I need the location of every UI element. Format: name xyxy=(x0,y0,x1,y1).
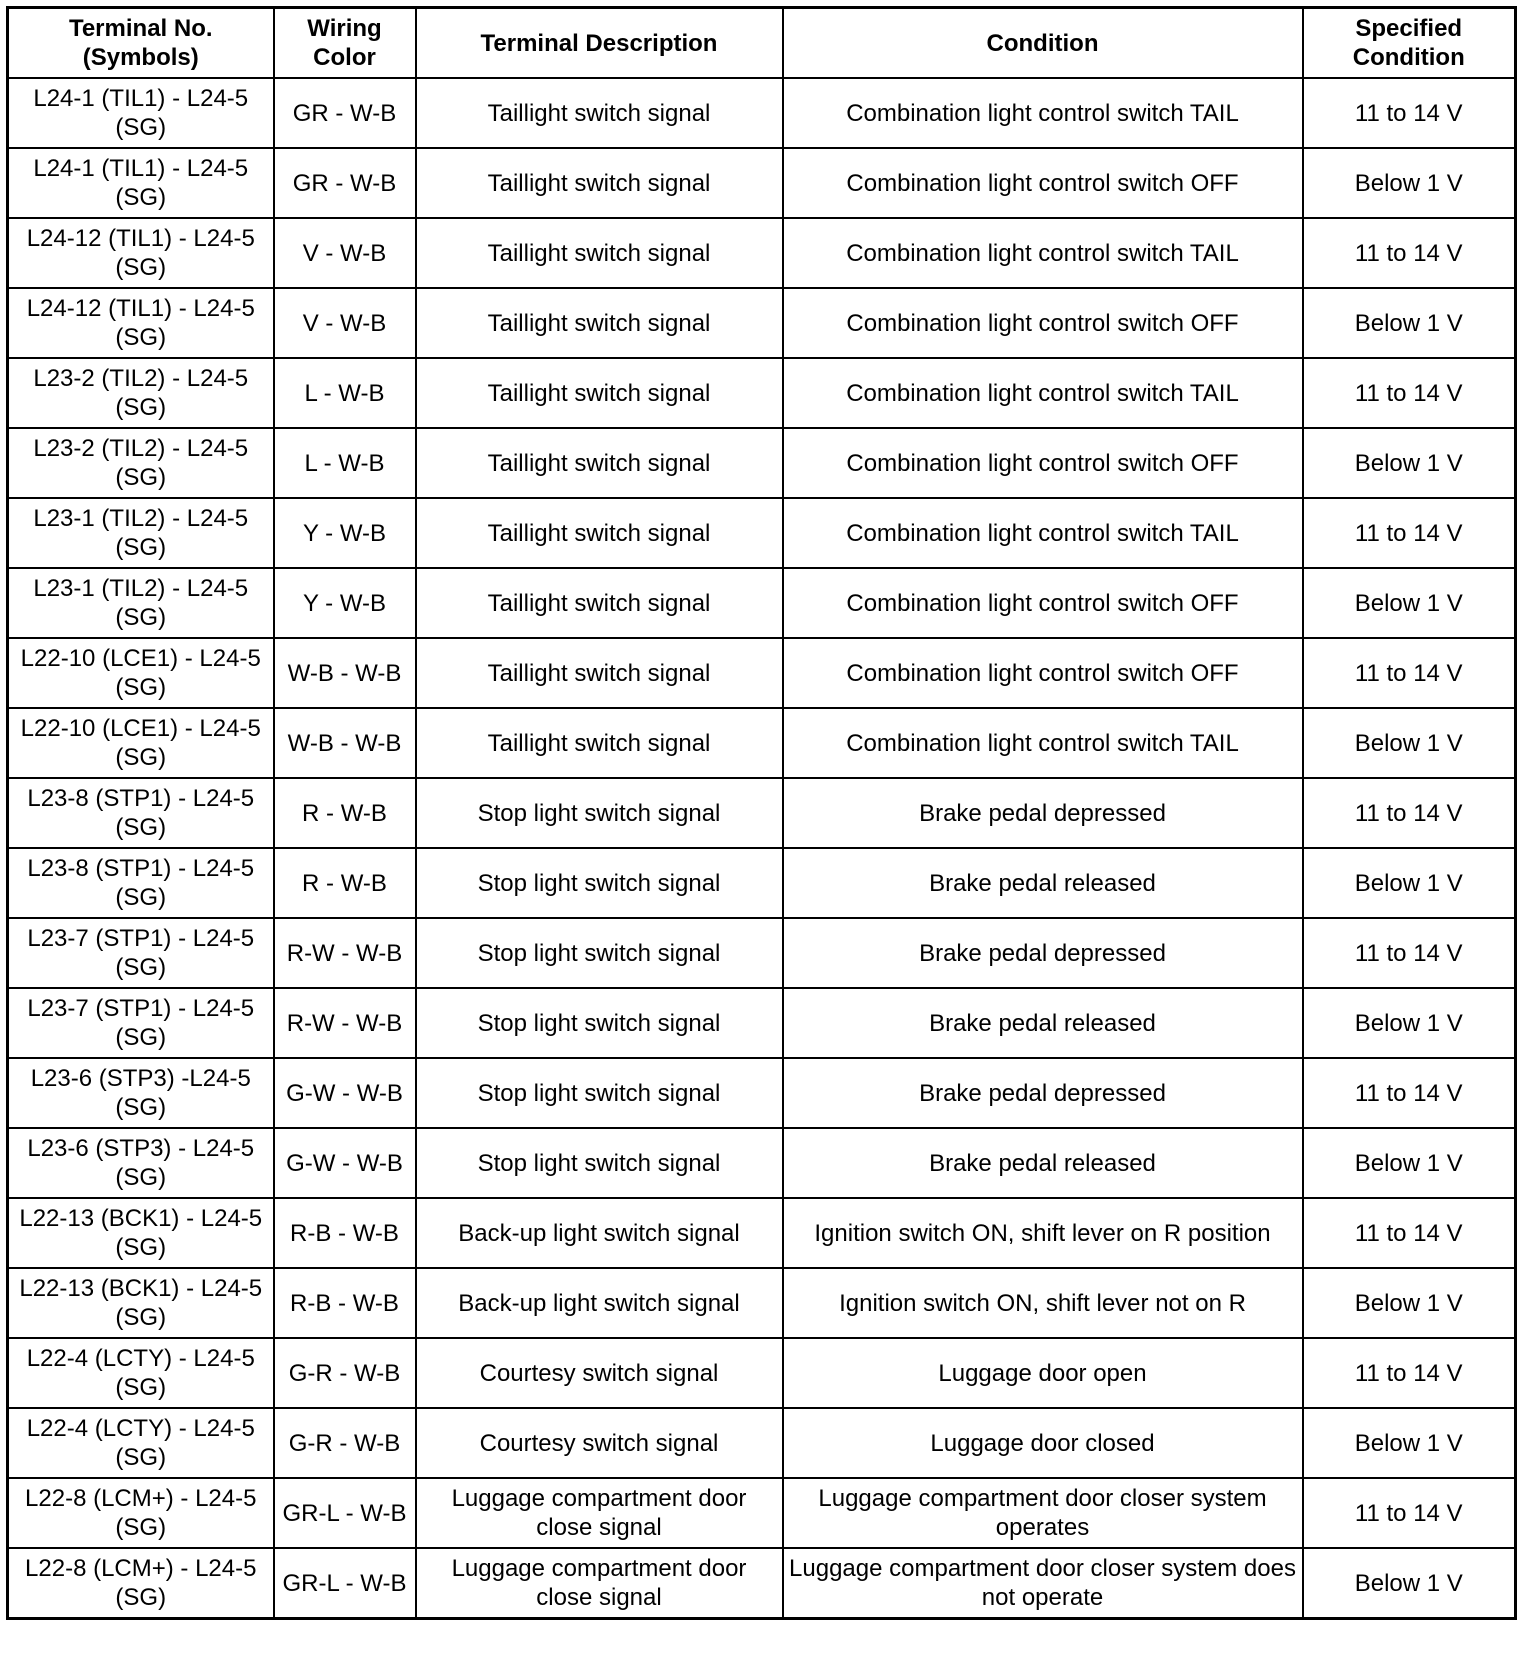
cell-specified-condition: Below 1 V xyxy=(1303,988,1516,1058)
cell-condition: Brake pedal released xyxy=(783,988,1303,1058)
table-row xyxy=(8,218,1516,288)
cell-terminal: L24-1 (TIL1) - L24-5 (SG) xyxy=(8,78,274,148)
cell-condition: Combination light control switch TAIL xyxy=(783,498,1303,568)
cell-condition: Ignition switch ON, shift lever on R position xyxy=(783,1198,1303,1268)
table-row xyxy=(8,1478,1516,1548)
cell-terminal: L22-13 (BCK1) - L24-5 (SG) xyxy=(8,1268,274,1338)
cell-specified-condition: Below 1 V xyxy=(1303,1408,1516,1478)
cell-wiring-color: G-R - W-B xyxy=(274,1338,416,1408)
cell-condition: Combination light control switch TAIL xyxy=(783,78,1303,148)
table-row xyxy=(8,778,1516,848)
cell-terminal-description: Taillight switch signal xyxy=(416,358,783,428)
cell-terminal: L23-7 (STP1) - L24-5 (SG) xyxy=(8,918,274,988)
header-specified-condition: Specified Condition xyxy=(1303,8,1516,79)
cell-terminal: L22-8 (LCM+) - L24-5 (SG) xyxy=(8,1548,274,1619)
cell-specified-condition: 11 to 14 V xyxy=(1303,1058,1516,1128)
table-row xyxy=(8,708,1516,778)
cell-terminal: L24-12 (TIL1) - L24-5 (SG) xyxy=(8,288,274,358)
cell-condition: Combination light control switch OFF xyxy=(783,638,1303,708)
cell-condition: Combination light control switch OFF xyxy=(783,428,1303,498)
cell-terminal-description: Taillight switch signal xyxy=(416,568,783,638)
cell-condition: Luggage compartment door closer system does not operate xyxy=(783,1548,1303,1619)
cell-terminal-description: Back-up light switch signal xyxy=(416,1198,783,1268)
table-row xyxy=(8,638,1516,708)
cell-terminal: L23-7 (STP1) - L24-5 (SG) xyxy=(8,988,274,1058)
cell-terminal: L22-4 (LCTY) - L24-5 (SG) xyxy=(8,1338,274,1408)
cell-terminal: L23-2 (TIL2) - L24-5 (SG) xyxy=(8,428,274,498)
cell-condition: Brake pedal released xyxy=(783,848,1303,918)
cell-terminal: L23-8 (STP1) - L24-5 (SG) xyxy=(8,778,274,848)
cell-condition: Combination light control switch TAIL xyxy=(783,218,1303,288)
cell-wiring-color: GR-L - W-B xyxy=(274,1478,416,1548)
cell-wiring-color: W-B - W-B xyxy=(274,708,416,778)
cell-wiring-color: Y - W-B xyxy=(274,498,416,568)
cell-terminal: L22-4 (LCTY) - L24-5 (SG) xyxy=(8,1408,274,1478)
cell-specified-condition: 11 to 14 V xyxy=(1303,1338,1516,1408)
cell-terminal-description: Taillight switch signal xyxy=(416,218,783,288)
cell-wiring-color: V - W-B xyxy=(274,218,416,288)
cell-wiring-color: G-W - W-B xyxy=(274,1128,416,1198)
cell-terminal-description: Taillight switch signal xyxy=(416,708,783,778)
cell-terminal-description: Back-up light switch signal xyxy=(416,1268,783,1338)
table-row xyxy=(8,988,1516,1058)
header-wiring-color: Wiring Color xyxy=(274,8,416,79)
cell-condition: Brake pedal released xyxy=(783,1128,1303,1198)
cell-terminal: L23-1 (TIL2) - L24-5 (SG) xyxy=(8,568,274,638)
cell-specified-condition: 11 to 14 V xyxy=(1303,498,1516,568)
cell-specified-condition: Below 1 V xyxy=(1303,848,1516,918)
cell-terminal: L22-10 (LCE1) - L24-5 (SG) xyxy=(8,708,274,778)
table-row xyxy=(8,1198,1516,1268)
cell-wiring-color: V - W-B xyxy=(274,288,416,358)
cell-terminal-description: Taillight switch signal xyxy=(416,78,783,148)
cell-terminal: L23-8 (STP1) - L24-5 (SG) xyxy=(8,848,274,918)
terminal-spec-table xyxy=(6,6,1517,1620)
table-row xyxy=(8,1128,1516,1198)
table-header-row xyxy=(8,8,1516,79)
cell-wiring-color: L - W-B xyxy=(274,428,416,498)
cell-wiring-color: GR - W-B xyxy=(274,78,416,148)
cell-specified-condition: Below 1 V xyxy=(1303,568,1516,638)
table-row xyxy=(8,1408,1516,1478)
cell-condition: Ignition switch ON, shift lever not on R xyxy=(783,1268,1303,1338)
cell-specified-condition: 11 to 14 V xyxy=(1303,638,1516,708)
cell-wiring-color: L - W-B xyxy=(274,358,416,428)
cell-wiring-color: G-W - W-B xyxy=(274,1058,416,1128)
cell-terminal-description: Taillight switch signal xyxy=(416,638,783,708)
table-row xyxy=(8,498,1516,568)
cell-condition: Combination light control switch TAIL xyxy=(783,708,1303,778)
cell-condition: Brake pedal depressed xyxy=(783,918,1303,988)
cell-wiring-color: Y - W-B xyxy=(274,568,416,638)
cell-terminal-description: Stop light switch signal xyxy=(416,848,783,918)
cell-wiring-color: W-B - W-B xyxy=(274,638,416,708)
cell-wiring-color: R - W-B xyxy=(274,778,416,848)
cell-specified-condition: Below 1 V xyxy=(1303,288,1516,358)
cell-specified-condition: 11 to 14 V xyxy=(1303,78,1516,148)
table-row xyxy=(8,1338,1516,1408)
cell-terminal-description: Stop light switch signal xyxy=(416,1128,783,1198)
cell-terminal: L22-13 (BCK1) - L24-5 (SG) xyxy=(8,1198,274,1268)
cell-specified-condition: 11 to 14 V xyxy=(1303,218,1516,288)
cell-specified-condition: 11 to 14 V xyxy=(1303,918,1516,988)
cell-terminal-description: Courtesy switch signal xyxy=(416,1338,783,1408)
cell-terminal: L23-6 (STP3) -L24-5 (SG) xyxy=(8,1058,274,1128)
cell-terminal-description: Stop light switch signal xyxy=(416,1058,783,1128)
cell-condition: Luggage door open xyxy=(783,1338,1303,1408)
cell-terminal-description: Taillight switch signal xyxy=(416,148,783,218)
table-row xyxy=(8,288,1516,358)
table-row xyxy=(8,1058,1516,1128)
header-terminal-description: Terminal Description xyxy=(416,8,783,79)
cell-terminal: L24-12 (TIL1) - L24-5 (SG) xyxy=(8,218,274,288)
cell-wiring-color: R-W - W-B xyxy=(274,918,416,988)
cell-condition: Brake pedal depressed xyxy=(783,1058,1303,1128)
table-row xyxy=(8,848,1516,918)
cell-wiring-color: R-B - W-B xyxy=(274,1198,416,1268)
cell-terminal-description: Stop light switch signal xyxy=(416,778,783,848)
table-row xyxy=(8,428,1516,498)
cell-condition: Luggage compartment door closer system operates xyxy=(783,1478,1303,1548)
cell-specified-condition: 11 to 14 V xyxy=(1303,778,1516,848)
header-condition: Condition xyxy=(783,8,1303,79)
cell-condition: Brake pedal depressed xyxy=(783,778,1303,848)
cell-wiring-color: R-B - W-B xyxy=(274,1268,416,1338)
cell-terminal: L23-1 (TIL2) - L24-5 (SG) xyxy=(8,498,274,568)
cell-specified-condition: Below 1 V xyxy=(1303,1128,1516,1198)
table-row xyxy=(8,568,1516,638)
cell-terminal-description: Taillight switch signal xyxy=(416,288,783,358)
cell-terminal: L23-6 (STP3) - L24-5 (SG) xyxy=(8,1128,274,1198)
cell-wiring-color: R - W-B xyxy=(274,848,416,918)
cell-condition: Luggage door closed xyxy=(783,1408,1303,1478)
table-row xyxy=(8,1268,1516,1338)
cell-specified-condition: Below 1 V xyxy=(1303,708,1516,778)
table-row xyxy=(8,1548,1516,1619)
cell-terminal-description: Courtesy switch signal xyxy=(416,1408,783,1478)
cell-specified-condition: Below 1 V xyxy=(1303,428,1516,498)
cell-condition: Combination light control switch TAIL xyxy=(783,358,1303,428)
table-row xyxy=(8,148,1516,218)
cell-terminal-description: Stop light switch signal xyxy=(416,988,783,1058)
cell-condition: Combination light control switch OFF xyxy=(783,148,1303,218)
cell-specified-condition: Below 1 V xyxy=(1303,148,1516,218)
cell-specified-condition: 11 to 14 V xyxy=(1303,358,1516,428)
table-row xyxy=(8,78,1516,148)
cell-condition: Combination light control switch OFF xyxy=(783,288,1303,358)
cell-terminal-description: Stop light switch signal xyxy=(416,918,783,988)
cell-wiring-color: R-W - W-B xyxy=(274,988,416,1058)
cell-terminal-description: Taillight switch signal xyxy=(416,498,783,568)
cell-terminal: L22-8 (LCM+) - L24-5 (SG) xyxy=(8,1478,274,1548)
cell-terminal: L22-10 (LCE1) - L24-5 (SG) xyxy=(8,638,274,708)
cell-terminal: L24-1 (TIL1) - L24-5 (SG) xyxy=(8,148,274,218)
cell-wiring-color: GR - W-B xyxy=(274,148,416,218)
table-row xyxy=(8,358,1516,428)
cell-specified-condition: 11 to 14 V xyxy=(1303,1198,1516,1268)
cell-specified-condition: 11 to 14 V xyxy=(1303,1478,1516,1548)
cell-specified-condition: Below 1 V xyxy=(1303,1548,1516,1619)
cell-wiring-color: G-R - W-B xyxy=(274,1408,416,1478)
cell-terminal-description: Luggage compartment door close signal xyxy=(416,1548,783,1619)
header-terminal: Terminal No. (Symbols) xyxy=(8,8,274,79)
cell-terminal-description: Luggage compartment door close signal xyxy=(416,1478,783,1548)
cell-terminal-description: Taillight switch signal xyxy=(416,428,783,498)
table-body xyxy=(8,78,1516,1619)
cell-wiring-color: GR-L - W-B xyxy=(274,1548,416,1619)
table-row xyxy=(8,918,1516,988)
cell-terminal: L23-2 (TIL2) - L24-5 (SG) xyxy=(8,358,274,428)
cell-specified-condition: Below 1 V xyxy=(1303,1268,1516,1338)
cell-condition: Combination light control switch OFF xyxy=(783,568,1303,638)
